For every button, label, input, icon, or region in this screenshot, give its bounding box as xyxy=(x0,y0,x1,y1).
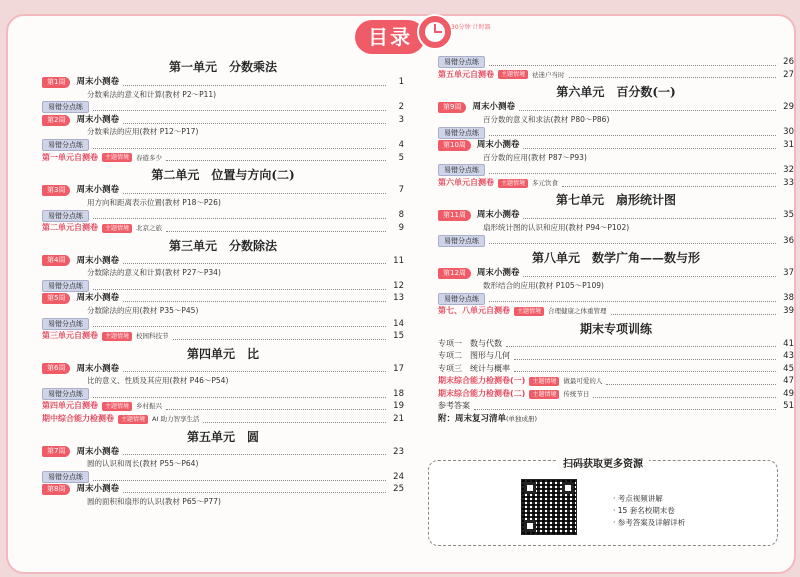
section-heading: 第四单元 比 xyxy=(186,346,259,361)
toc-entry-subtitle[interactable] xyxy=(42,197,404,210)
theme-text: 北京之旅 xyxy=(136,223,163,232)
theme-text: 多元饮食 xyxy=(532,178,559,187)
page-number: 41 xyxy=(783,338,794,349)
toc-row[interactable] xyxy=(42,101,404,114)
page-number: 36 xyxy=(783,235,794,246)
dot-leader xyxy=(506,340,776,347)
page-number: 18 xyxy=(393,388,404,399)
special-entry: 专项三 统计与概率 xyxy=(438,363,510,373)
qr-bullets xyxy=(613,493,685,529)
dot-leader xyxy=(123,365,386,372)
page-number: 15 xyxy=(393,331,404,342)
page-number: 32 xyxy=(783,165,794,176)
dot-leader xyxy=(93,212,386,219)
dot-leader xyxy=(123,257,386,264)
dot-leader xyxy=(203,416,386,423)
week-badge: 第11周 xyxy=(438,210,471,221)
dot-leader xyxy=(93,391,386,398)
section-heading: 第六单元 百分数(一) xyxy=(556,85,676,100)
toc-row[interactable] xyxy=(438,209,794,222)
theme-text: 祛迷户当时 xyxy=(532,70,565,79)
subtitle-text: 分数除法的应用(教材 P35～P45) xyxy=(87,305,199,315)
toc-row[interactable] xyxy=(438,69,794,82)
page-number: 26 xyxy=(783,57,794,67)
page-number: 13 xyxy=(393,293,404,304)
toc-entry-title: 周末小测卷 xyxy=(76,185,119,196)
week-badge: 第9周 xyxy=(438,102,466,113)
toc-row[interactable] xyxy=(42,255,404,268)
toc-row[interactable] xyxy=(42,184,404,197)
qr-bullet: · 参考答案及详解详析 xyxy=(613,518,686,527)
error-practice-tag: 易错分点练 xyxy=(438,164,485,176)
page-number: 49 xyxy=(783,388,794,399)
subtitle-text: 百分数的意义和求法(教材 P80～P86) xyxy=(483,114,610,124)
toc-entry-subtitle[interactable] xyxy=(438,152,794,165)
error-practice-tag: 易错分点练 xyxy=(438,293,485,305)
toc-row[interactable] xyxy=(42,139,404,152)
timer-label: 30分钟 计时器 xyxy=(451,24,491,31)
theme-text: 乡村振兴 xyxy=(136,402,163,411)
toc-row[interactable] xyxy=(438,267,794,280)
dot-leader xyxy=(514,353,776,360)
dot-leader xyxy=(489,59,776,66)
theme-text: 校园科技节 xyxy=(136,332,169,341)
toc-row[interactable] xyxy=(438,235,794,248)
section-heading: 第三单元 分数除法 xyxy=(168,238,277,253)
qr-bullet: · 考点视频讲解 xyxy=(613,494,663,503)
page-number: 47 xyxy=(783,376,794,387)
toc-row[interactable] xyxy=(438,56,794,69)
dot-leader xyxy=(93,104,386,111)
qr-code[interactable] xyxy=(521,479,577,535)
toc-entry-title: 周末小测卷 xyxy=(476,268,520,279)
dot-leader xyxy=(123,295,386,302)
theme-text: 春遊多少 xyxy=(136,153,163,162)
appendix-label: 附：周末复习清单 xyxy=(438,414,507,425)
qr-resource-box xyxy=(428,460,778,546)
page-number: 51 xyxy=(783,401,794,412)
page-number: 31 xyxy=(783,139,794,150)
toc-entry-title: 周末小测卷 xyxy=(472,102,515,113)
toc-row[interactable] xyxy=(438,305,794,318)
page-number: 43 xyxy=(783,351,794,362)
toc-row[interactable] xyxy=(42,471,404,484)
page-number: 12 xyxy=(393,280,404,291)
dot-leader xyxy=(489,295,776,302)
theme-badge: 主题情境 xyxy=(102,153,132,162)
page-number: 27 xyxy=(783,69,794,80)
dot-leader xyxy=(93,320,386,327)
theme-badge: 主题情境 xyxy=(118,415,148,424)
subtitle-text: 分数乘法的意义和计算(教材 P2～P11) xyxy=(87,89,217,99)
dot-leader xyxy=(489,237,776,244)
unit-test-title: 第二单元自测卷 xyxy=(42,222,98,232)
toc-row[interactable] xyxy=(438,388,794,401)
toc-row[interactable] xyxy=(42,483,404,496)
toc-entry-title: 周末小测卷 xyxy=(76,77,119,87)
toc-row[interactable] xyxy=(42,280,404,293)
toc-entry-title: 周末小测卷 xyxy=(76,363,119,374)
dot-leader xyxy=(606,378,776,385)
week-badge: 第8周 xyxy=(42,484,70,495)
week-badge: 第10周 xyxy=(438,140,471,151)
qr-title: 扫码获取更多资源 xyxy=(557,459,649,470)
qr-bullet: · 15 套名校期末卷 xyxy=(613,506,675,515)
toc-entry-title: 周末小测卷 xyxy=(76,114,119,125)
toc-entry-title: 周末小测卷 xyxy=(76,293,119,304)
toc-row[interactable] xyxy=(42,330,404,343)
dot-leader xyxy=(593,391,776,398)
page-number: 23 xyxy=(393,446,404,457)
subtitle-text: 用方向和距离表示位置(教材 P18～P26) xyxy=(87,197,221,207)
toc-row[interactable] xyxy=(42,114,404,127)
toc-entry-subtitle[interactable] xyxy=(438,280,794,293)
dot-leader xyxy=(166,225,386,232)
subtitle-text: 分数除法的意义和计算(教材 P27～P34) xyxy=(87,268,221,278)
toc-row[interactable] xyxy=(42,152,404,165)
page-number: 4 xyxy=(398,139,404,150)
toc-entry-subtitle[interactable] xyxy=(42,89,404,102)
toc-row[interactable] xyxy=(42,446,404,459)
theme-text: 传统节日 xyxy=(563,389,590,398)
toc-entry-subtitle[interactable] xyxy=(42,305,404,318)
subtitle-text: 分数乘法的应用(教材 P12～P17) xyxy=(87,127,199,137)
unit-test-title: 第七、八单元自测卷 xyxy=(438,305,510,315)
page-number: 9 xyxy=(398,222,404,233)
toc-row[interactable] xyxy=(438,101,794,114)
error-practice-tag: 易错分点练 xyxy=(42,388,89,400)
unit-test-title: 第三单元自测卷 xyxy=(42,331,98,341)
unit-test-title: 第五单元自测卷 xyxy=(438,69,494,79)
page-number: 24 xyxy=(393,471,404,482)
toc-row[interactable] xyxy=(438,338,794,351)
toc-entry-subtitle[interactable] xyxy=(438,222,794,235)
page-number: 5 xyxy=(398,152,404,163)
toc-entry-subtitle[interactable] xyxy=(42,496,404,509)
page-title: 目录 xyxy=(355,20,425,54)
dot-leader xyxy=(611,308,776,315)
error-practice-tag: 易错分点练 xyxy=(42,280,89,292)
toc-row[interactable] xyxy=(42,388,404,401)
subtitle-text: 比的意义、性质及其应用(教材 P46～P54) xyxy=(87,376,229,386)
appendix-note: (单独成册) xyxy=(506,415,538,424)
toc-row[interactable] xyxy=(42,222,404,235)
unit-test-title: 期末综合能力检测卷(一) xyxy=(438,376,526,386)
error-practice-tag: 易错分点练 xyxy=(438,56,485,68)
unit-test-title: 期末综合能力检测卷(二) xyxy=(438,388,526,398)
page-number: 33 xyxy=(783,177,794,188)
dot-leader xyxy=(569,71,776,78)
dot-leader xyxy=(123,448,386,455)
subtitle-text: 数形结合的应用(教材 P105～P109) xyxy=(483,280,604,290)
theme-badge: 主题情境 xyxy=(102,402,132,411)
week-badge: 第5周 xyxy=(42,293,70,304)
error-practice-tag: 易错分点练 xyxy=(42,101,89,113)
section-heading: 第八单元 数学广角——数与形 xyxy=(531,251,700,266)
dot-leader xyxy=(489,167,776,174)
dot-leader xyxy=(523,142,776,149)
subtitle-text: 百分数的应用(教材 P87～P93) xyxy=(483,152,587,162)
toc-row[interactable] xyxy=(438,292,794,305)
week-badge: 第6周 xyxy=(42,363,70,374)
theme-text: AI 助力智享生活 xyxy=(152,415,200,424)
toc-entry-subtitle[interactable] xyxy=(42,375,404,388)
week-badge: 第4周 xyxy=(42,255,70,266)
toc-row[interactable] xyxy=(42,209,404,222)
dot-leader xyxy=(474,403,776,410)
page-number: 37 xyxy=(783,268,794,279)
dot-leader xyxy=(123,486,386,493)
subtitle-text: 圆的认识和周长(教材 P55～P64) xyxy=(87,459,199,469)
toc-row[interactable] xyxy=(42,363,404,376)
page-number: 7 xyxy=(398,185,404,196)
toc-row[interactable] xyxy=(438,375,794,388)
special-entry: 参考答案 xyxy=(438,401,470,411)
theme-badge: 主题情境 xyxy=(514,307,544,316)
unit-test-title: 第四单元自测卷 xyxy=(42,401,98,411)
theme-badge: 主题情境 xyxy=(102,224,132,233)
toc-entry-title: 周末小测卷 xyxy=(476,210,520,221)
dot-leader xyxy=(93,474,386,481)
theme-text: 做最可爱的人 xyxy=(563,377,603,386)
page-number: 8 xyxy=(398,210,404,221)
theme-text: 合理健康之体重管理 xyxy=(548,306,607,315)
page-number: 2 xyxy=(398,102,404,113)
section-heading: 期末专项训练 xyxy=(579,321,652,336)
toc-row[interactable] xyxy=(42,76,404,89)
week-badge: 第1周 xyxy=(42,77,70,88)
dot-leader xyxy=(523,270,776,277)
page-number: 30 xyxy=(783,127,794,138)
error-practice-tag: 易错分点练 xyxy=(42,471,89,483)
dot-leader xyxy=(514,365,776,372)
week-badge: 第3周 xyxy=(42,185,70,196)
unit-test-title: 第一单元自测卷 xyxy=(42,152,98,162)
section-heading: 第一单元 分数乘法 xyxy=(168,60,277,74)
special-entry: 专项一 数与代数 xyxy=(438,338,502,348)
page-number: 11 xyxy=(393,255,404,266)
toc-row[interactable] xyxy=(438,177,794,190)
page-number: 38 xyxy=(783,293,794,304)
week-badge: 第12周 xyxy=(438,268,471,279)
dot-leader xyxy=(93,142,386,149)
error-practice-tag: 易错分点练 xyxy=(42,210,89,222)
dot-leader xyxy=(93,283,386,290)
page-number: 25 xyxy=(393,484,404,495)
theme-badge: 主题情境 xyxy=(102,332,132,341)
section-heading: 第二单元 位置与方向(二) xyxy=(151,168,295,183)
page-number: 45 xyxy=(783,363,794,374)
toc-entry-title: 周末小测卷 xyxy=(76,484,119,495)
section-heading: 第五单元 圆 xyxy=(186,429,259,444)
toc-entry-subtitle[interactable] xyxy=(42,126,404,139)
error-practice-tag: 易错分点练 xyxy=(42,318,89,330)
toc-right-column xyxy=(438,56,794,426)
dot-leader xyxy=(489,129,776,136)
dot-leader xyxy=(519,104,776,111)
toc-row[interactable] xyxy=(438,350,794,363)
toc-row[interactable] xyxy=(42,318,404,331)
dot-leader xyxy=(523,212,776,219)
dot-leader xyxy=(123,79,386,86)
page-number: 17 xyxy=(393,363,404,374)
error-practice-tag: 易错分点练 xyxy=(438,127,485,139)
toc-row[interactable] xyxy=(438,139,794,152)
dot-leader xyxy=(123,117,386,124)
page-number: 35 xyxy=(783,210,794,221)
toc-row[interactable] xyxy=(438,164,794,177)
toc-row[interactable] xyxy=(438,363,794,376)
toc-entry-title: 周末小测卷 xyxy=(476,139,520,150)
theme-badge: 主题情境 xyxy=(498,70,528,79)
section-heading: 第七单元 扇形统计图 xyxy=(555,193,676,208)
toc-left-column xyxy=(42,56,404,509)
dot-leader xyxy=(173,333,386,340)
page-number: 14 xyxy=(393,318,404,329)
page-number: 19 xyxy=(393,401,404,412)
toc-entry-title: 周末小测卷 xyxy=(76,446,119,457)
toc-row[interactable] xyxy=(438,400,794,413)
toc-entry-subtitle[interactable] xyxy=(438,114,794,127)
toc-row[interactable] xyxy=(42,292,404,305)
error-practice-tag: 易错分点练 xyxy=(42,139,89,151)
page-number: 3 xyxy=(398,114,404,125)
toc-row[interactable] xyxy=(42,400,404,413)
subtitle-text: 扇形统计图的认识和应用(教材 P94～P102) xyxy=(483,222,630,232)
error-practice-tag: 易错分点练 xyxy=(438,235,485,247)
header xyxy=(355,18,491,54)
toc-entry-subtitle[interactable] xyxy=(42,267,404,280)
appendix-row xyxy=(438,413,794,426)
dot-leader xyxy=(166,403,386,410)
special-entry: 专项二 图形与几何 xyxy=(438,351,510,361)
unit-test-title: 期中综合能力检测卷 xyxy=(42,414,114,424)
toc-row[interactable] xyxy=(438,126,794,139)
week-badge: 第2周 xyxy=(42,115,70,126)
toc-row[interactable] xyxy=(42,413,404,426)
dot-leader xyxy=(123,187,386,194)
theme-badge: 主题情境 xyxy=(529,390,559,399)
subtitle-text: 圆的面积和扇形的认识(教材 P65～P77) xyxy=(87,497,221,507)
unit-test-title: 第六单元自测卷 xyxy=(438,177,494,187)
page-number: 29 xyxy=(783,102,794,113)
theme-badge: 主题情境 xyxy=(498,179,528,188)
dot-leader xyxy=(562,180,776,187)
theme-badge: 主题情境 xyxy=(529,377,559,386)
week-badge: 第7周 xyxy=(42,446,70,457)
page-number: 39 xyxy=(783,305,794,316)
toc-entry-subtitle[interactable] xyxy=(42,458,404,471)
page-number: 21 xyxy=(393,414,404,425)
toc-entry-title: 周末小测卷 xyxy=(76,255,119,266)
page-number: 1 xyxy=(398,77,404,87)
timer-clock-icon xyxy=(417,14,453,50)
dot-leader xyxy=(166,154,386,161)
